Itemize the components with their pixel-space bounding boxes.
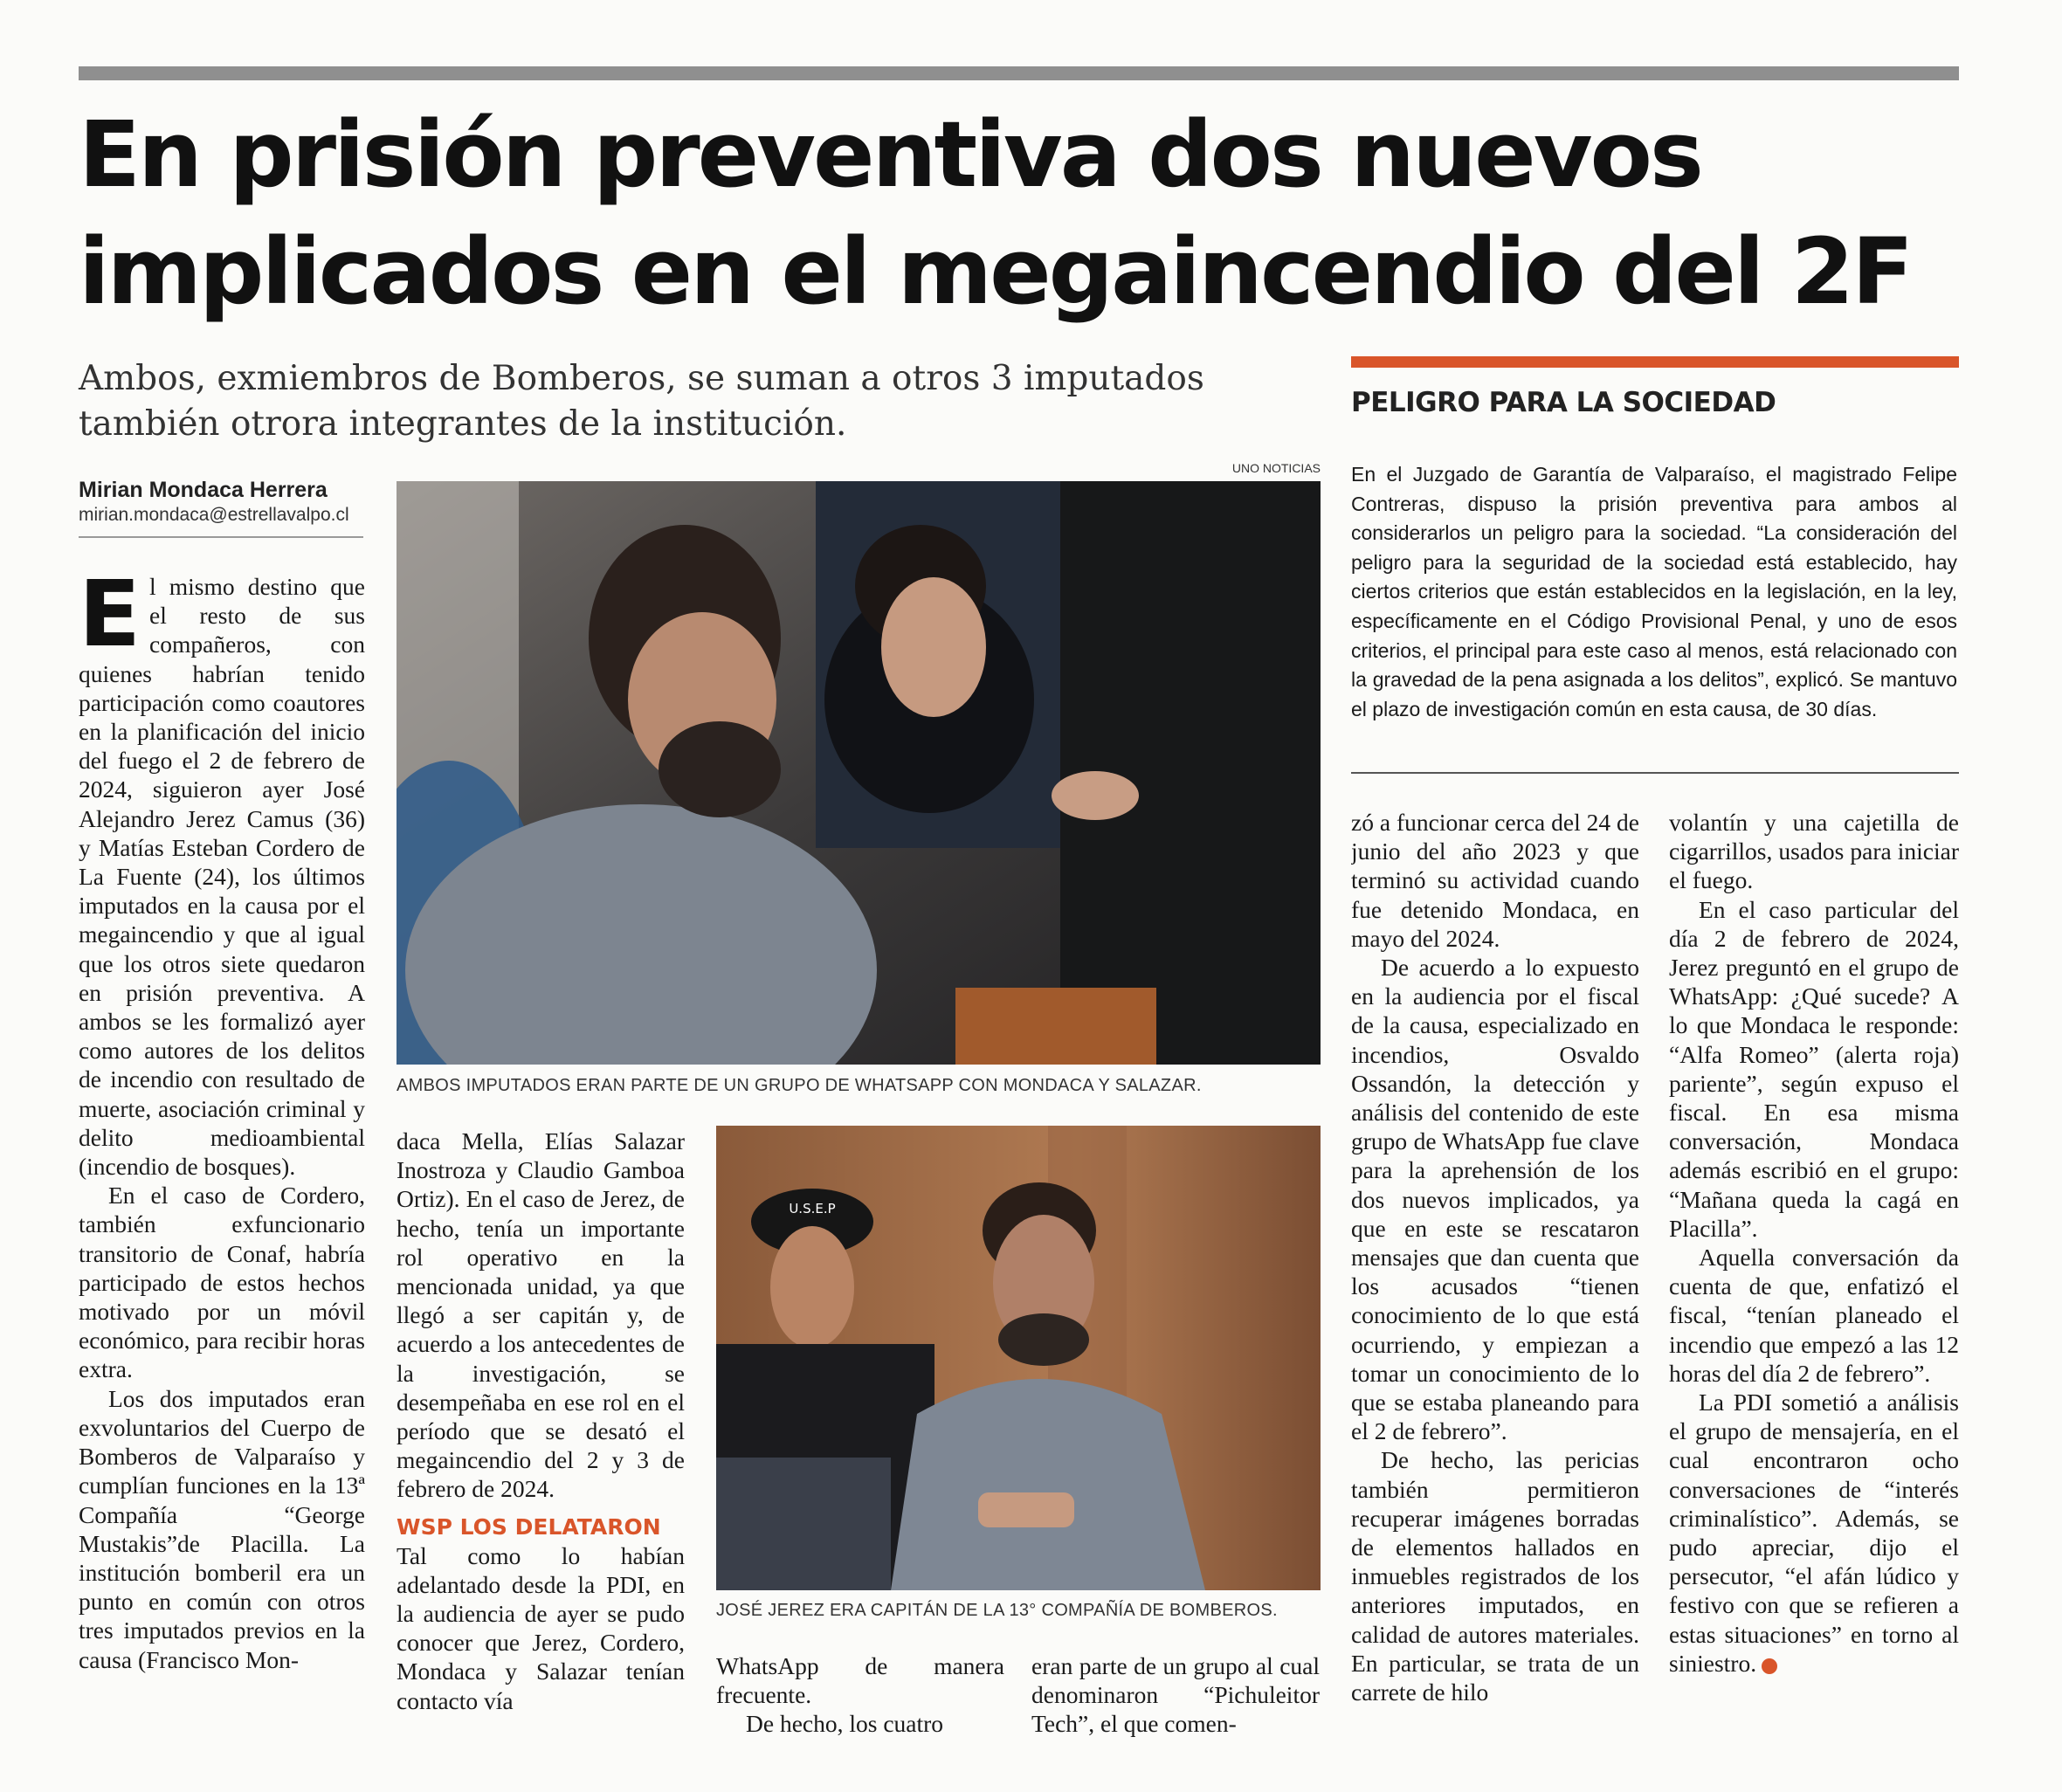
sidebar-divider xyxy=(1351,772,1959,774)
paragraph: De hecho, las pericias también permitieron recuperar imágenes borradas de elementos hallados en inmuebles registrados de los anteriores imputados, en calidad de autores materiales. En particular, se trata de un carrete de hilo xyxy=(1351,1446,1639,1706)
paragraph: En el caso particular del día 2 de febrero de 2024, Jerez preguntó en el grupo de WhatsApp: ¿Qué sucede? A lo que Mondaca le responde: “Alfa Romeo” (alerta roja) pariente”, según expuso el fiscal. En esa misma conversación, Mondaca además escribió en el grupo: “Mañana queda la cagá en Placilla”. xyxy=(1669,895,1959,1242)
article-column-2 xyxy=(397,1127,685,1760)
paragraph-text: La PDI sometió a análisis el grupo de mensajería, en el cual encontraron ocho conversaciones de “interés criminalístico”. Además, se pudo apreciar, dijo el persecutor, “el afán lúdico y festivo con que se refieren a estas situaciones” en torno al siniestro. xyxy=(1669,1389,1959,1677)
paragraph: Aquella conversación da cuenta de que, enfatizó el fiscal, “tenían planeado el incendio que empezó a las 12 horas del día 2 de febrero”. xyxy=(1669,1244,1959,1387)
article-column-6 xyxy=(1669,808,1959,1760)
paragraph: eran parte de un grupo al cual denominaron “Pichuleitor Tech”, el que comen- xyxy=(1031,1652,1320,1738)
paragraph: De hecho, los cuatro xyxy=(746,1710,944,1738)
author-email: mirian.mondaca@estrellavalpo.cl xyxy=(79,505,349,525)
photo-credit: UNO NOTICIAS xyxy=(1231,461,1321,475)
end-of-article-icon xyxy=(1762,1658,1777,1674)
cap-text: U.S.E.P xyxy=(789,1201,836,1216)
subheadline: Ambos, exmiembros de Bomberos, se suman a otros 3 imputados también otrora integrantes de la institución. xyxy=(79,359,1204,444)
paragraph: zó a funcionar cerca del 24 de junio del año 2023 y que terminó su actividad cuando fue detenido Mondaca, en mayo del 2024. xyxy=(1351,809,1639,952)
paragraph: Los dos imputados eran exvoluntarios del Cuerpo de Bomberos de Valparaíso y cumplían funciones en la 13ª Compañía “George Mustakis”de Placilla. La institución bomberil era un punto en común con otros tres imputados previos en la causa (Francisco Mon- xyxy=(79,1384,365,1673)
article-column-3 xyxy=(716,1651,1004,1760)
paragraph: De acuerdo a lo expuesto en la audiencia por el fiscal de la causa, especializado en incendios, Osvaldo Ossandón, la detección y análisis del contenido de este grupo de WhatsApp fue clave para la aprehensión de los dos nuevos implicados, ya que en este se rescataron mensajes que dan cuenta que los acusados “tienen conocimiento de lo que está ocurriendo, y empiezan a tomar un conocimiento de lo que se estaba planeando para el 2 de febrero”. xyxy=(1351,954,1639,1445)
drop-cap: E xyxy=(79,572,141,667)
byline-divider xyxy=(79,536,363,538)
paragraph: daca Mella, Elías Salazar Inostroza y Claudio Gamboa Ortiz). En el caso de Jerez, de hecho, tenía un importante rol operativo en la mencionada unidad, ya que llegó a ser capitán y, de acuerdo a los antecedentes de la investigación, se desempeñaba en ese rol en el período que se desató el megaincendio del 2 y 3 de febrero de 2024. xyxy=(397,1127,685,1503)
article-column-4 xyxy=(1031,1651,1320,1760)
photo-defendants-in-court xyxy=(397,481,1321,1065)
paragraph: Tal como lo habían adelantado desde la PDI, en la audiencia de ayer se pudo conocer que Jerez, Cordero, Mondaca y Salazar tenían contacto vía xyxy=(397,1541,685,1714)
paragraph: l mismo destino que el resto de sus compañeros, con quienes habrían tenido participación como coautores en la planificación del inicio del fuego el 2 de febrero de 2024, siguieron ayer José Alejandro Jerez Camus (36) y Matías Esteban Cordero de La Fuente (24), los últimos imputados en la causa por el megaincendio y que al igual que los otros siete quedaron en prisión preventiva. A ambos se les formalizó ayer como autores de los delitos de incendio con resultado de muerte, asociación criminal y delito medioambiental (incendio de bosques). xyxy=(79,573,365,1181)
photo-jerez-escorted xyxy=(716,1126,1321,1590)
paragraph: En el Juzgado de Garantía de Valparaíso, el magistrado Felipe Contreras, dispuso la prisión preventiva para ambos al considerarlos un peligro para la sociedad. “La consideración del peligro para la seguridad de la sociedad está establecido, hay ciertos criterios que están establecidos en la legislación, en la ley, específicamente en el Código Provisional Penal, y uno de esos criterios, el principal para este caso al menos, está relacionado con la gravedad de la pena asignada a los delitos”, explicó. Se mantuvo el plazo de investigación común en esta causa, de 30 días. xyxy=(1351,463,1957,720)
sidebar-accent-rule xyxy=(1351,356,1959,368)
paragraph xyxy=(1669,1388,1959,1678)
paragraph: volantín y una cajetilla de cigarrillos, usados para iniciar el fuego. xyxy=(1669,809,1959,894)
sidebar-text xyxy=(1351,460,1957,724)
article-column-1 xyxy=(79,572,365,1760)
paragraph: En el caso de Cordero, también exfuncionario transitorio de Conaf, habría participado de estos hechos motivado por un móvil económico, para recibir horas extra. xyxy=(79,1182,365,1383)
top-rule xyxy=(79,66,1959,80)
paragraph: WhatsApp de manera frecuente. xyxy=(716,1652,1004,1709)
sidebar-title: PELIGRO PARA LA SOCIEDAD xyxy=(1351,387,1776,418)
author-name: Mirian Mondaca Herrera xyxy=(79,478,328,502)
article-column-5 xyxy=(1351,808,1639,1760)
byline xyxy=(79,476,367,527)
section-heading: WSP LOS DELATARON xyxy=(397,1513,661,1540)
photo-caption: JOSÉ JEREZ ERA CAPITÁN DE LA 13° COMPAÑÍA DE BOMBEROS. xyxy=(716,1601,1278,1620)
headline: En prisión preventiva dos nuevos implicados en el megaincendio del 2F xyxy=(79,101,1912,325)
photo-caption: AMBOS IMPUTADOS ERAN PARTE DE UN GRUPO DE WHATSAPP CON MONDACA Y SALAZAR. xyxy=(397,1076,1202,1095)
